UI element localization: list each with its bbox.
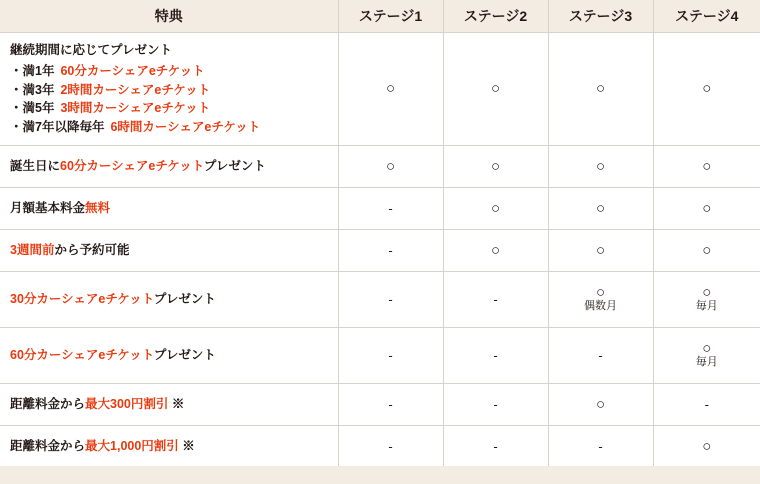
stage3-value	[548, 187, 653, 229]
benefit-description	[0, 271, 338, 327]
availability-note: 偶数月	[584, 300, 617, 313]
benefit-term: ・満5年	[10, 101, 55, 116]
benefit-description	[0, 145, 338, 187]
stage2-value	[443, 271, 548, 327]
benefit-description	[0, 187, 338, 229]
table-row	[0, 145, 760, 187]
stage2-value	[443, 327, 548, 383]
stage4-value	[653, 383, 760, 425]
table-row	[0, 187, 760, 229]
stage4-value	[653, 271, 760, 327]
stage3-value	[548, 145, 653, 187]
availability-mark: -	[388, 347, 393, 363]
availability-mark: ○	[490, 80, 501, 98]
availability-mark: ○	[385, 80, 396, 98]
table-row	[0, 425, 760, 467]
mark-with-note	[654, 285, 760, 314]
benefit-description	[0, 383, 338, 425]
availability-mark: ○	[595, 395, 606, 413]
stage1-value	[338, 327, 443, 383]
table-row	[0, 33, 760, 146]
availability-mark: -	[598, 347, 603, 363]
availability-mark: ○	[490, 241, 501, 259]
benefit-text-part: 最大300円割引	[85, 396, 169, 411]
availability-mark: ○	[702, 283, 712, 301]
stage1-value	[338, 145, 443, 187]
benefit-detail-line	[10, 99, 328, 118]
stage3-value	[548, 229, 653, 271]
benefit-text-part: プレゼント	[153, 347, 216, 362]
benefit-term: ・満1年	[10, 63, 55, 78]
benefit-text-part: プレゼント	[203, 158, 266, 173]
stage1-value	[338, 33, 443, 146]
stage2-value	[443, 33, 548, 146]
stage2-value	[443, 229, 548, 271]
availability-mark: -	[388, 291, 393, 307]
benefit-reward: 2時間カーシェアeチケット	[60, 82, 211, 97]
benefit-text-part: 月額基本料金	[10, 200, 86, 215]
benefit-text-part: から予約可能	[54, 242, 130, 257]
benefit-detail-line	[10, 81, 328, 100]
availability-note: 毎月	[695, 356, 718, 369]
stage1-value	[338, 187, 443, 229]
column-header-benefit: 特典	[0, 0, 338, 33]
table-row	[0, 229, 760, 271]
availability-mark: -	[493, 291, 498, 307]
availability-mark: -	[493, 396, 498, 412]
stage2-value	[443, 187, 548, 229]
availability-mark: ○	[595, 157, 606, 175]
availability-mark: ○	[595, 241, 606, 259]
availability-mark: -	[704, 396, 709, 412]
stage3-value	[548, 271, 653, 327]
column-header-stage4: ステージ4	[653, 0, 760, 33]
benefit-description	[0, 33, 338, 146]
table-body	[0, 33, 760, 468]
table-row	[0, 327, 760, 383]
table-header-row	[0, 0, 760, 33]
stage2-value	[443, 145, 548, 187]
benefit-term: ・満3年	[10, 82, 55, 97]
availability-mark: ○	[595, 80, 606, 98]
benefit-text-part: 誕生日に	[10, 158, 61, 173]
column-header-stage2: ステージ2	[443, 0, 548, 33]
benefit-reward: 60分カーシェアeチケット	[60, 63, 205, 78]
table-row	[0, 383, 760, 425]
stage2-value	[443, 383, 548, 425]
availability-mark: -	[388, 438, 393, 454]
availability-mark: ○	[702, 157, 712, 175]
stage4-value	[653, 33, 760, 146]
benefit-text-part: プレゼント	[153, 291, 216, 306]
benefit-description	[0, 327, 338, 383]
table-row	[0, 271, 760, 327]
benefit-text-part: ※	[168, 396, 185, 411]
benefit-text-part: 無料	[85, 200, 111, 215]
stage4-value	[653, 327, 760, 383]
availability-mark: ○	[702, 199, 712, 217]
benefit-text-part: 距離料金から	[10, 438, 86, 453]
benefit-term: ・満7年以降毎年	[10, 120, 105, 134]
stage4-value	[653, 145, 760, 187]
mark-with-note	[654, 341, 760, 370]
benefit-reward: 3時間カーシェアeチケット	[60, 101, 211, 116]
availability-mark: -	[493, 438, 498, 454]
benefit-text-part: 30分カーシェアeチケット	[10, 291, 154, 306]
benefit-text-part: ※	[178, 438, 195, 453]
availability-note: 毎月	[695, 300, 718, 313]
availability-mark: ○	[490, 199, 501, 217]
benefit-text-part: 3週間前	[10, 242, 55, 257]
stage3-value	[548, 33, 653, 146]
stage1-value	[338, 229, 443, 271]
mark-with-note	[549, 285, 653, 314]
stage3-value	[548, 425, 653, 467]
stage2-value	[443, 425, 548, 467]
stage1-value	[338, 383, 443, 425]
availability-mark: ○	[595, 199, 606, 217]
availability-mark: ○	[702, 339, 712, 357]
availability-mark: ○	[702, 241, 712, 259]
benefit-title: 継続期間に応じてプレゼント	[10, 43, 173, 57]
availability-mark: ○	[385, 157, 396, 175]
benefit-detail-line	[10, 62, 328, 81]
availability-mark: -	[493, 347, 498, 363]
availability-mark: ○	[595, 283, 606, 301]
availability-mark: -	[388, 200, 393, 216]
stage4-value	[653, 425, 760, 467]
column-header-stage1: ステージ1	[338, 0, 443, 33]
column-header-stage3: ステージ3	[548, 0, 653, 33]
benefit-description	[0, 425, 338, 467]
availability-mark: ○	[490, 157, 501, 175]
stage1-value	[338, 271, 443, 327]
benefit-text-part: 最大1,000円割引	[85, 438, 179, 453]
stage3-value	[548, 327, 653, 383]
stage1-value	[338, 425, 443, 467]
benefit-text-part: 60分カーシェアeチケット	[10, 347, 154, 362]
benefit-detail-line	[10, 118, 328, 137]
benefit-text-part: 距離料金から	[10, 396, 86, 411]
benefit-text-part: 60分カーシェアeチケット	[60, 158, 204, 173]
availability-mark: ○	[702, 437, 712, 455]
table-header	[0, 0, 760, 33]
availability-mark: -	[598, 438, 603, 454]
availability-mark: -	[388, 242, 393, 258]
benefit-reward: 6時間カーシェアeチケット	[110, 120, 261, 134]
benefit-description	[0, 229, 338, 271]
stage4-value	[653, 187, 760, 229]
availability-mark: ○	[702, 80, 712, 98]
stage4-value	[653, 229, 760, 271]
availability-mark: -	[388, 396, 393, 412]
footer-band	[0, 466, 760, 484]
stage3-value	[548, 383, 653, 425]
